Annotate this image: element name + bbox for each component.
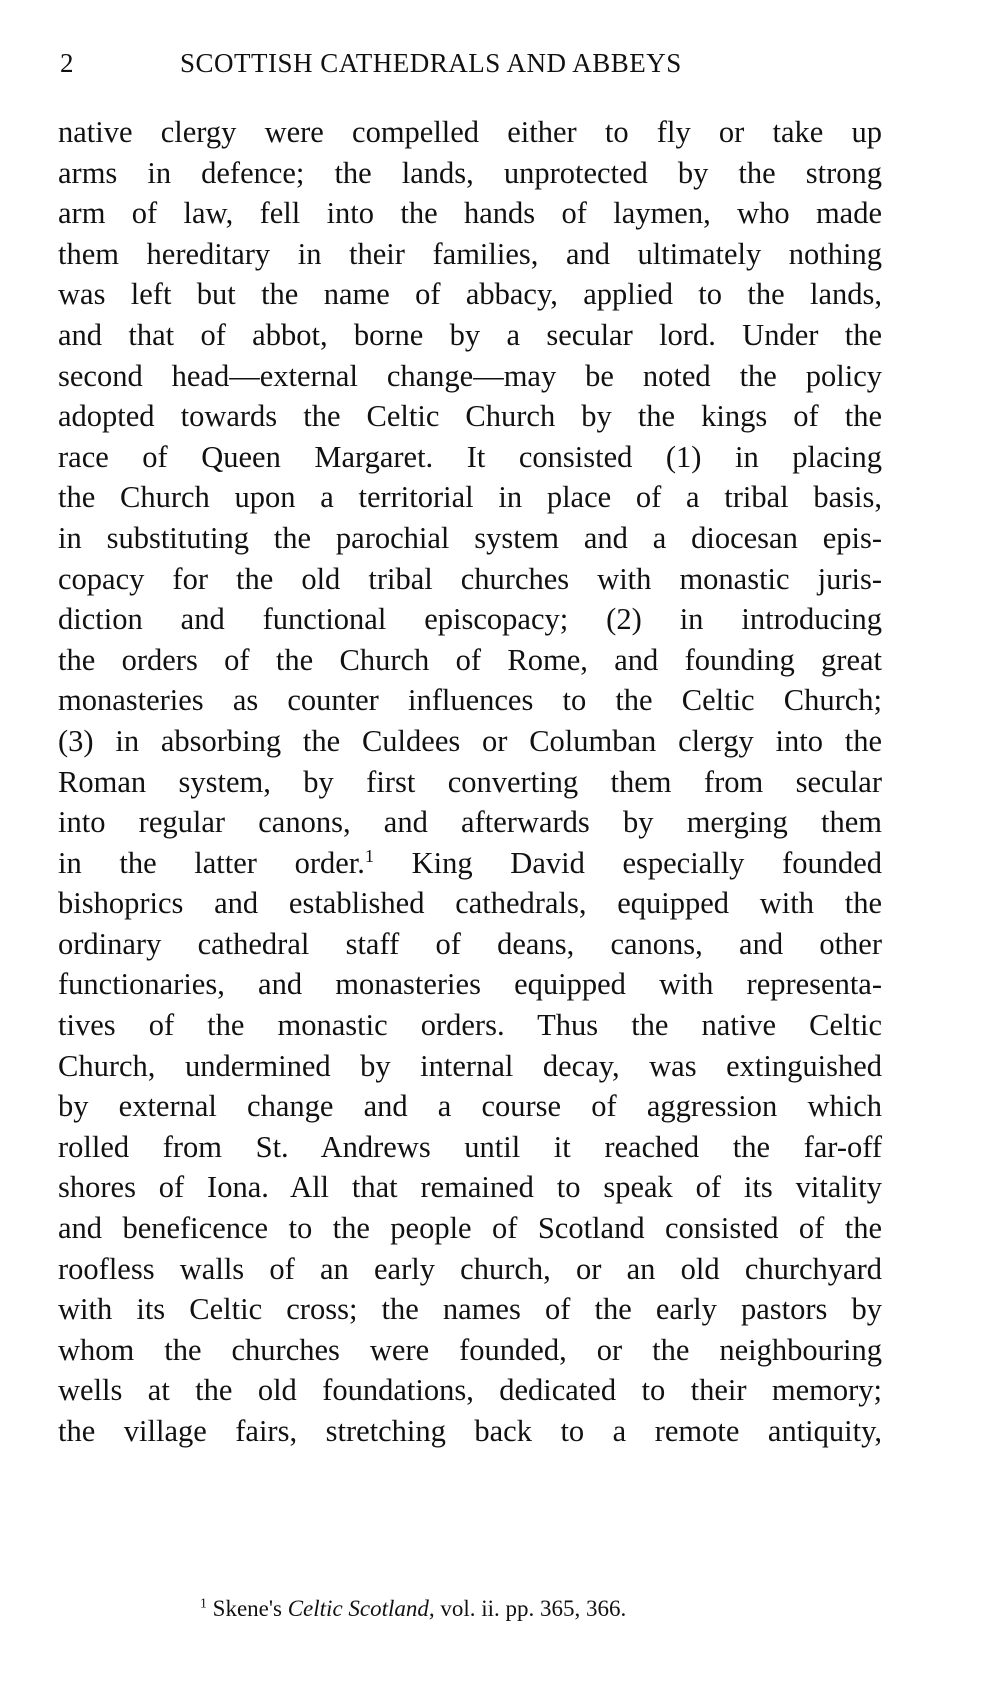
text-line: with its Celtic cross; the names of the early pastors by — [58, 1292, 882, 1327]
text-line: was left but the name of abbacy, applied to the lands, — [58, 277, 882, 312]
text-line: copacy for the old tribal churches with monastic juris- — [58, 561, 882, 596]
text-line: and beneficence to the people of Scotland consisted of the — [58, 1211, 882, 1246]
text-line: the village fairs, stretching back to a remote antiquity, — [58, 1414, 882, 1448]
text-line: race of Queen Margaret. It consisted (1) in placing — [58, 439, 882, 474]
footnote-author: Skene's — [212, 1596, 282, 1621]
footnote — [200, 1594, 820, 1624]
running-title: SCOTTISH CATHEDRALS AND ABBEYS — [180, 48, 682, 78]
text-line: (3) in absorbing the Culdees or Columban clergy into the — [58, 723, 882, 758]
text-line: rolled from St. Andrews until it reached the far-off — [58, 1129, 882, 1164]
text-line: whom the churches were founded, or the neighbouring — [58, 1332, 882, 1367]
text-line: the Church upon a territorial in place of a tribal basis, — [58, 480, 882, 515]
text-line: second head—external change—may be noted the policy — [58, 358, 882, 393]
footnote-reference-text: vol. ii. pp. 365, 366. — [440, 1596, 627, 1621]
text-line-with-footnote-ref — [58, 843, 882, 884]
text-line: functionaries, and monasteries equipped with representa- — [58, 967, 882, 1002]
footnote-reference: 1 — [364, 845, 375, 866]
text-line: bishoprics and established cathedrals, equipped with the — [58, 886, 882, 921]
footnote-title: Celtic Scotland, — [287, 1596, 435, 1621]
text-line: Roman system, by first converting them from secular — [58, 764, 882, 799]
text-line: adopted towards the Celtic Church by the kings of the — [58, 399, 882, 434]
text-line: monasteries as counter influences to the Celtic Church; — [58, 683, 882, 718]
text-line: roofless walls of an early church, or an old churchyard — [58, 1251, 882, 1286]
text-line: diction and functional episcopacy; (2) in introducing — [58, 602, 882, 637]
running-head — [60, 48, 880, 88]
text-segment: King David especially founded — [374, 845, 883, 880]
text-line: in substituting the parochial system and a diocesan epis- — [58, 520, 882, 555]
text-line: into regular canons, and afterwards by merging them — [58, 805, 882, 840]
text-line: them hereditary in their families, and ultimately nothing — [58, 236, 882, 271]
text-line: the orders of the Church of Rome, and founding great — [58, 642, 882, 677]
text-line: wells at the old foundations, dedicated to their memory; — [58, 1373, 882, 1408]
text-line: by external change and a course of aggression which — [58, 1089, 882, 1124]
text-line: ordinary cathedral staff of deans, canons, and other — [58, 926, 882, 961]
footnote-marker: 1 — [200, 1595, 207, 1611]
text-line: arm of law, fell into the hands of laymen, who made — [58, 196, 882, 231]
text-line: and that of abbot, borne by a secular lord. Under the — [58, 317, 882, 352]
text-line: native clergy were compelled either to fly or take up — [58, 115, 882, 149]
page-number: 2 — [60, 48, 74, 78]
text-segment: in the latter order. — [58, 845, 365, 880]
text-line: tives of the monastic orders. Thus the native Celtic — [58, 1008, 882, 1043]
body-text — [58, 112, 882, 1452]
text-line: shores of Iona. All that remained to speak of its vitality — [58, 1170, 882, 1205]
text-line: arms in defence; the lands, unprotected by the strong — [58, 155, 882, 190]
text-line: Church, undermined by internal decay, was extinguished — [58, 1048, 882, 1083]
